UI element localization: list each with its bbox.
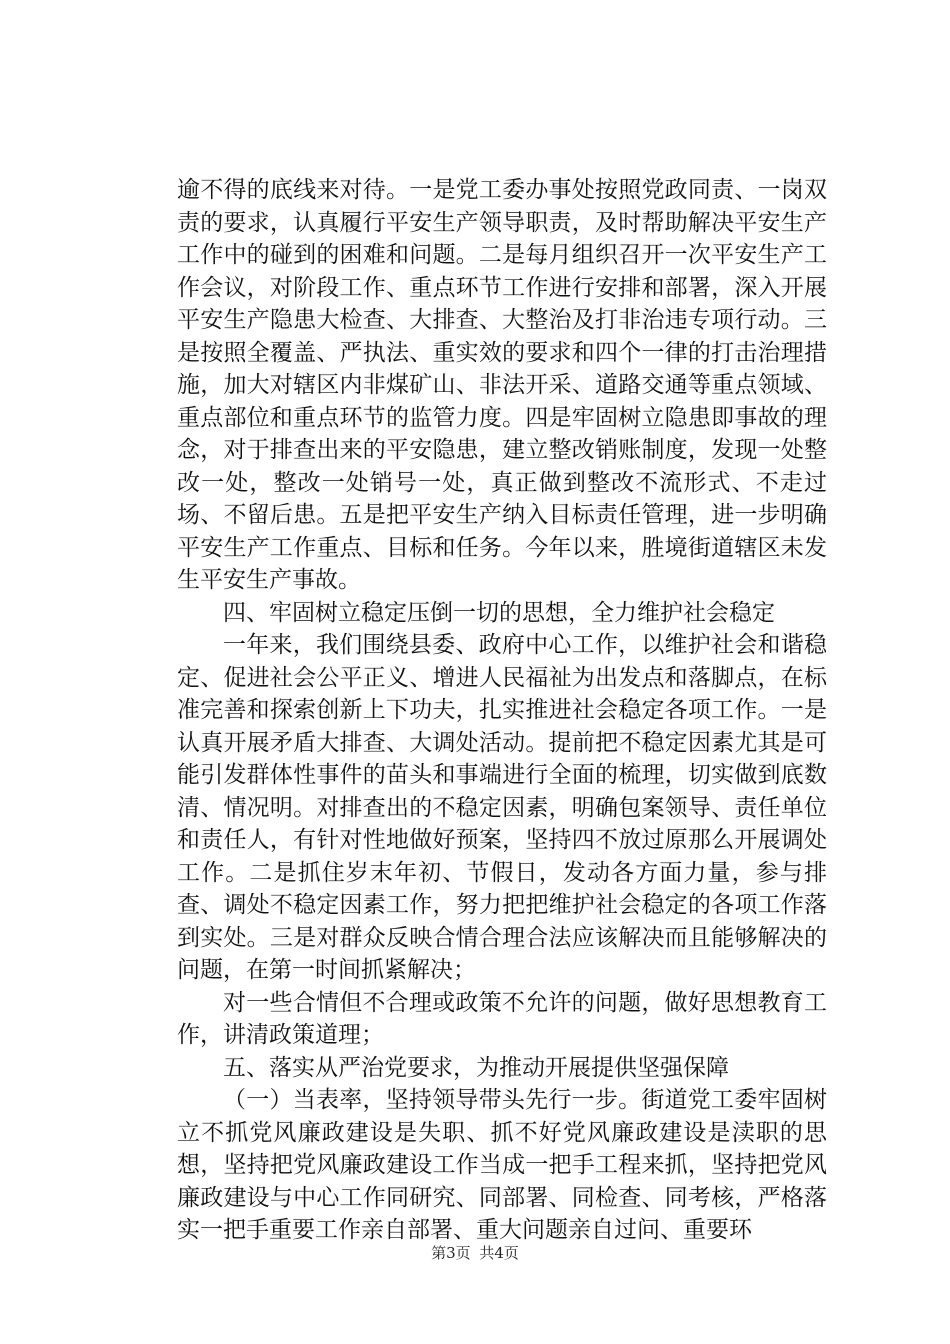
- page-footer: [0, 1243, 950, 1263]
- paragraph-ideological-education: 对一些合情但不合理或政策不允许的问题，做好思想教育工作，讲清政策道理；: [177, 989, 827, 1048]
- paragraph-safety-production: 逾不得的底线来对待。一是党工委办事处按照党政同责、一岗双责的要求，认真履行平安生产领导职责，及时帮助解决平安生产工作中的碰到的困难和问题。二是每月组织召开一次平安生产工作会议，对阶段工作、重点环节工作进行安排和部署，深入开展平安生产隐患大检查、大排查、大整治及打非治违专项行动。三是按照全覆盖、严执法、重实效的要求和四个一律的打击治理措施，加大对辖区内非煤矿山、非法开采、道路交通等重点领域、重点部位和重点环节的监管力度。四是牢固树立隐患即事故的理念，对于排查出来的平安隐患，建立整改销账制度，发现一处整改一处，整改一处销号一处，真正做到整改不流形式、不走过场、不留后患。五是把平安生产纳入目标责任管理，进一步明确平安生产工作重点、目标和任务。今年以来，胜境街道辖区未发生平安生产事故。: [177, 177, 827, 593]
- paragraph-social-stability: 一年来，我们围绕县委、政府中心工作，以维护社会和谐稳定、促进社会公平正义、增进人民福祉为出发点和落脚点，在标准完善和探索创新上下功夫，扎实推进社会稳定各项工作。一是认真开展矛盾大排查、大调处活动。提前把不稳定因素尤其是可能引发群体性事件的苗头和事端进行全面的梳理，切实做到底数清、情况明。对排查出的不稳定因素，明确包案领导、责任单位和责任人，有针对性地做好预案，坚持四不放过原那么开展调处工作。二是抓住岁末年初、节假日，发动各方面力量，参与排查、调处不稳定因素工作，努力把把维护社会稳定的各项工作落到实处。三是对群众反映合情合理合法应该解决而且能够解决的问题，在第一时间抓紧解决；: [177, 632, 827, 983]
- page-number: 第3页: [431, 1244, 471, 1262]
- section-heading-party-discipline: 五、落实从严治党要求，为推动开展提供坚强保障: [223, 1054, 729, 1081]
- document-body: [177, 174, 827, 1247]
- paragraph-leadership-example: （一）当表率，坚持领导带头先行一步。街道党工委牢固树立不抓党风廉政建设是失职、抓不好党风廉政建设是渎职的思想，坚持把党风廉政建设工作当成一把手工程来抓，坚持把党风廉政建设与中心工作同研究、同部署、同检查、同考核，严格落实一把手重要工作亲自部署、重大问题亲自过问、重要环: [177, 1087, 827, 1243]
- section-heading-social-stability: 四、牢固树立稳定压倒一切的思想，全力维护社会稳定: [223, 599, 775, 626]
- page-total: 共4页: [479, 1244, 519, 1262]
